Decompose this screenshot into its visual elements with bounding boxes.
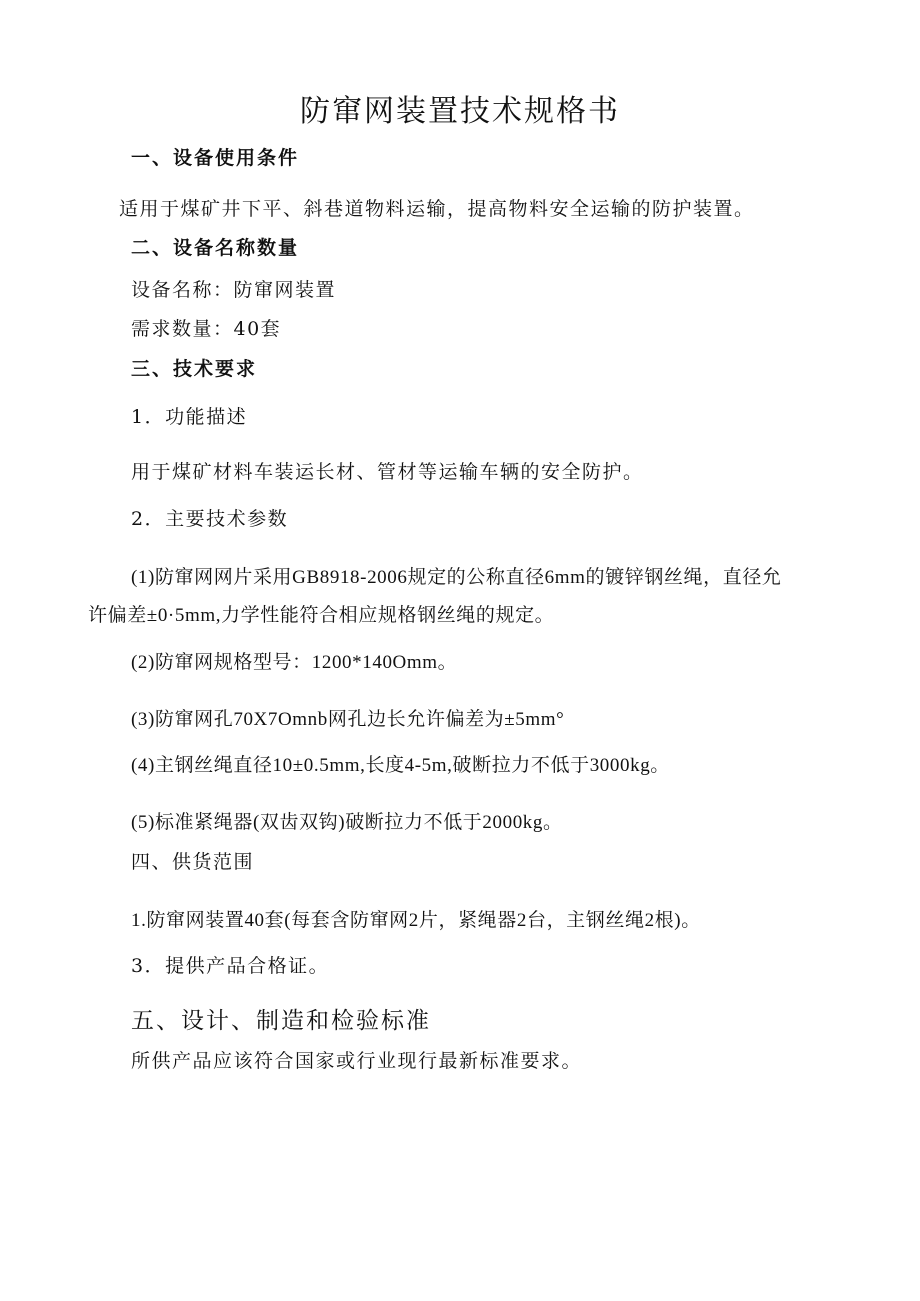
parameter-5: (5)标准紧绳器(双齿双钩)破断拉力不低于2000kg。	[131, 812, 563, 833]
function-description-heading: 1．功能描述	[131, 406, 248, 428]
parameter-1-line-2: 许偏差±0·5mm,力学性能符合相应规格钢丝绳的规定。	[88, 605, 555, 626]
parameter-2: (2)防窜网规格型号：1200*140Omm。	[131, 652, 458, 673]
section-3-heading: 三、技术要求	[131, 358, 258, 380]
function-description-text: 用于煤矿材料车装运长材、管材等运输车辆的安全防护。	[131, 461, 644, 483]
supply-item-1: 1.防窜网装置40套(每套含防窜网2片，紧绳器2台，主钢丝绳2根)。	[131, 910, 701, 931]
section-1-text: 适用于煤矿井下平、斜巷道物料运输，提高物料安全运输的防护装置。	[119, 198, 755, 220]
section-5-text: 所供产品应该符合国家或行业现行最新标准要求。	[131, 1050, 583, 1072]
parameter-4: (4)主钢丝绳直径10±0.5mm,长度4-5m,破断拉力不低于3000kg。	[131, 755, 670, 776]
main-parameters-heading: 2．主要技术参数	[131, 508, 289, 530]
equipment-name-line: 设备名称：防窜网装置	[131, 279, 337, 301]
supply-item-3: 3．提供产品合格证。	[131, 955, 330, 977]
parameter-1-line-1: (1)防窜网网片采用GB8918-2006规定的公称直径6mm的镀锌钢丝绳，直径允	[131, 567, 782, 588]
parameter-3: (3)防窜网孔70X7Omnb网孔边长允许偏差为±5mm°	[131, 709, 565, 730]
section-1-heading: 一、设备使用条件	[131, 147, 300, 169]
document-title: 防窜网装置技术规格书	[300, 94, 620, 129]
equipment-quantity-line: 需求数量：40套	[131, 318, 282, 340]
section-5-heading: 五、设计、制造和检验标准	[131, 1008, 431, 1034]
section-2-heading: 二、设备名称数量	[131, 237, 300, 259]
section-4-heading: 四、供货范围	[131, 851, 255, 873]
